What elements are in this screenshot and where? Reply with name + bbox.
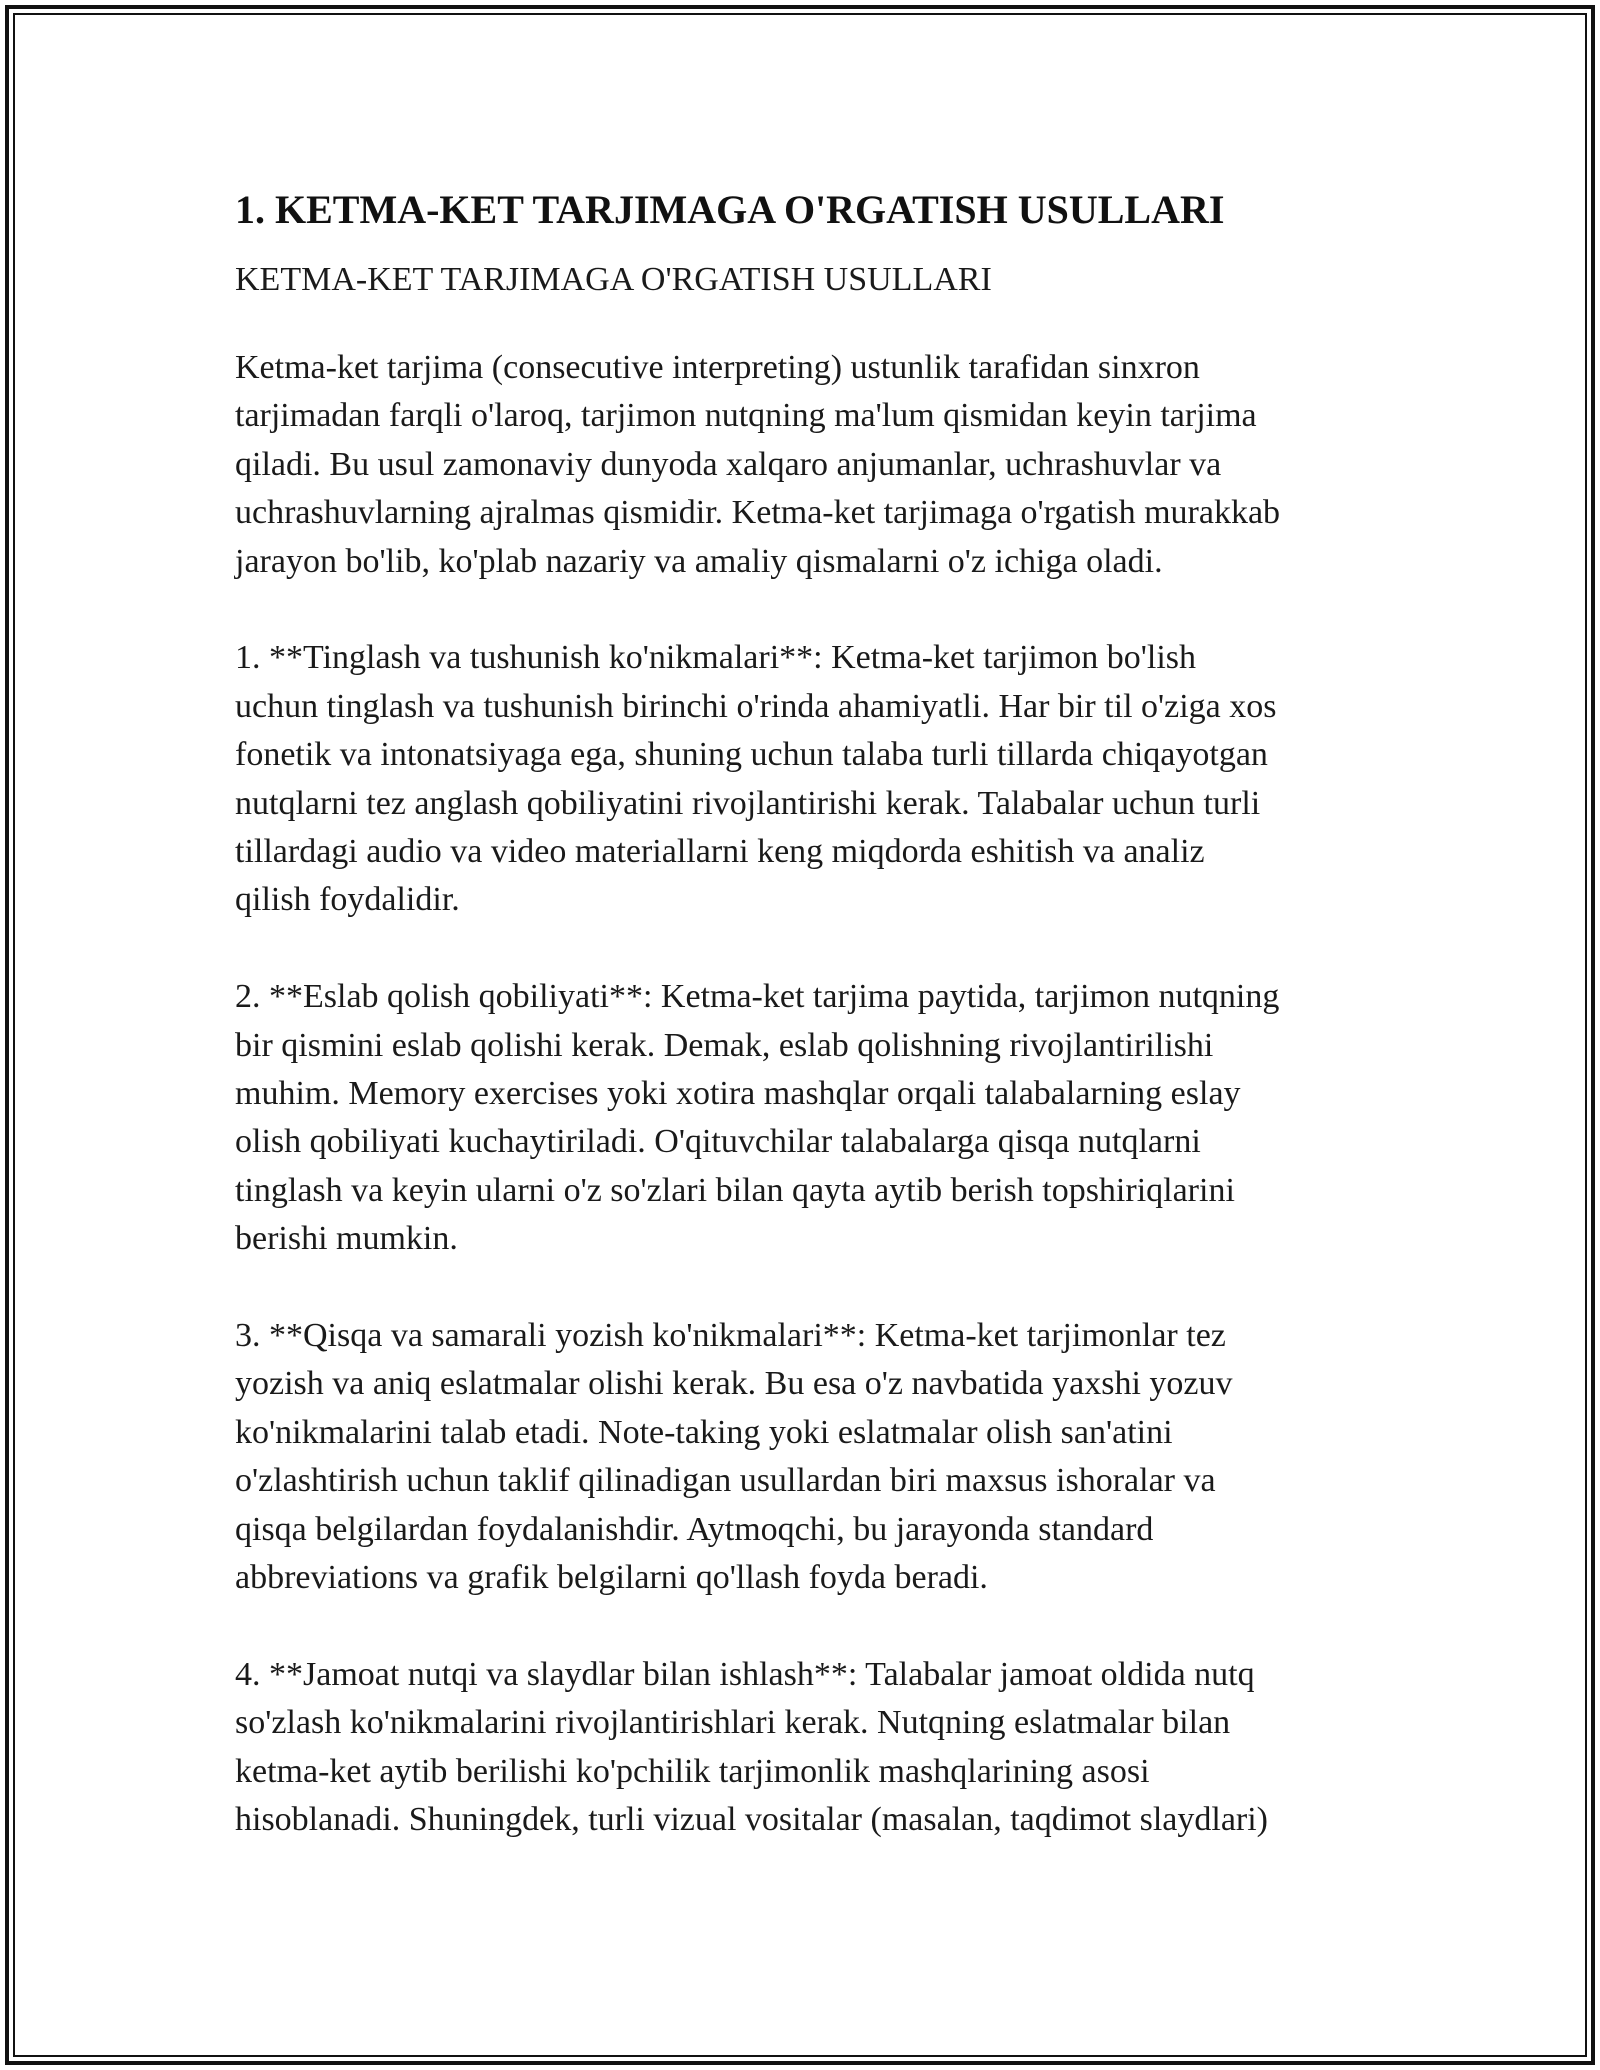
paragraph-line: 1. **Tinglash va tushunish ko'nikmalari**: Ketma-ket tarjimon bo'lish bbox=[235, 639, 1197, 677]
paragraph-line: tarjimadan farqli o'laroq, tarjimon nutqning ma'lum qismidan keyin tarjima bbox=[235, 397, 1257, 435]
paragraph-line: so'zlash ko'nikmalarini rivojlantirishlari kerak. Nutqning eslatmalar bilan bbox=[235, 1704, 1231, 1742]
paragraph-listening-skills bbox=[235, 634, 1375, 924]
paragraph-line: 2. **Eslab qolish qobiliyati**: Ketma-ket tarjima paytida, tarjimon nutqning bbox=[235, 978, 1280, 1016]
paragraph-public-speaking bbox=[235, 1651, 1375, 1845]
paragraph-line: qiladi. Bu usul zamonaviy dunyoda xalqaro anjumanlar, uchrashuvlar va bbox=[235, 445, 1222, 483]
document-heading: 1. KETMA-KET TARJIMAGA O'RGATISH USULLARI bbox=[235, 187, 1225, 232]
paragraph-line: yozish va aniq eslatmalar olishi kerak. Bu esa o'z navbatida yaxshi yozuv bbox=[235, 1365, 1233, 1403]
paragraph-line: qisqa belgilardan foydalanishdir. Aytmoqchi, bu jarayonda standard bbox=[235, 1510, 1154, 1548]
paragraph-line: olish qobiliyati kuchaytiriladi. O'qituvchilar talabalarga qisqa nutqlarni bbox=[235, 1123, 1201, 1161]
paragraph-line: uchrashuvlarning ajralmas qismidir. Ketma-ket tarjimaga o'rgatish murakkab bbox=[235, 494, 1281, 532]
paragraph-memory bbox=[235, 973, 1375, 1263]
paragraph-line: fonetik va intonatsiyaga ega, shuning uchun talaba turli tillarda chiqayotgan bbox=[235, 736, 1268, 774]
paragraph-line: uchun tinglash va tushunish birinchi o'rinda ahamiyatli. Har bir til o'ziga xos bbox=[235, 687, 1277, 725]
paragraph-line: jarayon bo'lib, ko'plab nazariy va amaliy qismalarni o'z ichiga oladi. bbox=[235, 542, 1163, 580]
paragraph-line: abbreviations va grafik belgilarni qo'llash foyda beradi. bbox=[235, 1559, 988, 1597]
paragraph-line: ketma-ket aytib berilishi ko'pchilik tarjimonlik mashqlarining asosi bbox=[235, 1752, 1150, 1790]
paragraph-line: tinglash va keyin ularni o'z so'zlari bilan qayta aytib berish topshiriqlarini bbox=[235, 1171, 1235, 1209]
paragraph-intro bbox=[235, 344, 1375, 586]
paragraph-line: ko'nikmalarini talab etadi. Note-taking yoki eslatmalar olish san'atini bbox=[235, 1413, 1173, 1451]
paragraph-line: Ketma-ket tarjima (consecutive interpreting) ustunlik tarafidan sinxron bbox=[235, 349, 1200, 386]
document-body bbox=[235, 186, 1375, 1893]
paragraph-line: hisoblanadi. Shuningdek, turli vizual vositalar (masalan, taqdimot slaydlari) bbox=[235, 1801, 1268, 1839]
document-subheading: KETMA-KET TARJIMAGA O'RGATISH USULLARI bbox=[235, 261, 992, 298]
paragraph-line: muhim. Memory exercises yoki xotira mashqlar orqali talabalarning eslay bbox=[235, 1075, 1241, 1113]
paragraph-line: tillardagi audio va video materiallarni keng miqdorda eshitish va analiz bbox=[235, 833, 1205, 871]
paragraph-line: o'zlashtirish uchun taklif qilinadigan usullardan biri maxsus ishoralar va bbox=[235, 1462, 1216, 1500]
paragraph-line: nutqlarni tez anglash qobiliyatini rivojlantirishi kerak. Talabalar uchun turli bbox=[235, 784, 1261, 822]
paragraph-line: 4. **Jamoat nutqi va slaydlar bilan ishlash**: Talabalar jamoat oldida nutq bbox=[235, 1655, 1255, 1693]
paragraph-line: berishi mumkin. bbox=[235, 1220, 458, 1258]
paragraph-note-taking bbox=[235, 1312, 1375, 1602]
paragraph-line: bir qismini eslab qolishi kerak. Demak, eslab qolishning rivojlantirilishi bbox=[235, 1026, 1214, 1064]
paragraph-line: qilish foydalidir. bbox=[235, 881, 460, 919]
paragraph-line: 3. **Qisqa va samarali yozish ko'nikmalari**: Ketma-ket tarjimonlar tez bbox=[235, 1317, 1226, 1355]
